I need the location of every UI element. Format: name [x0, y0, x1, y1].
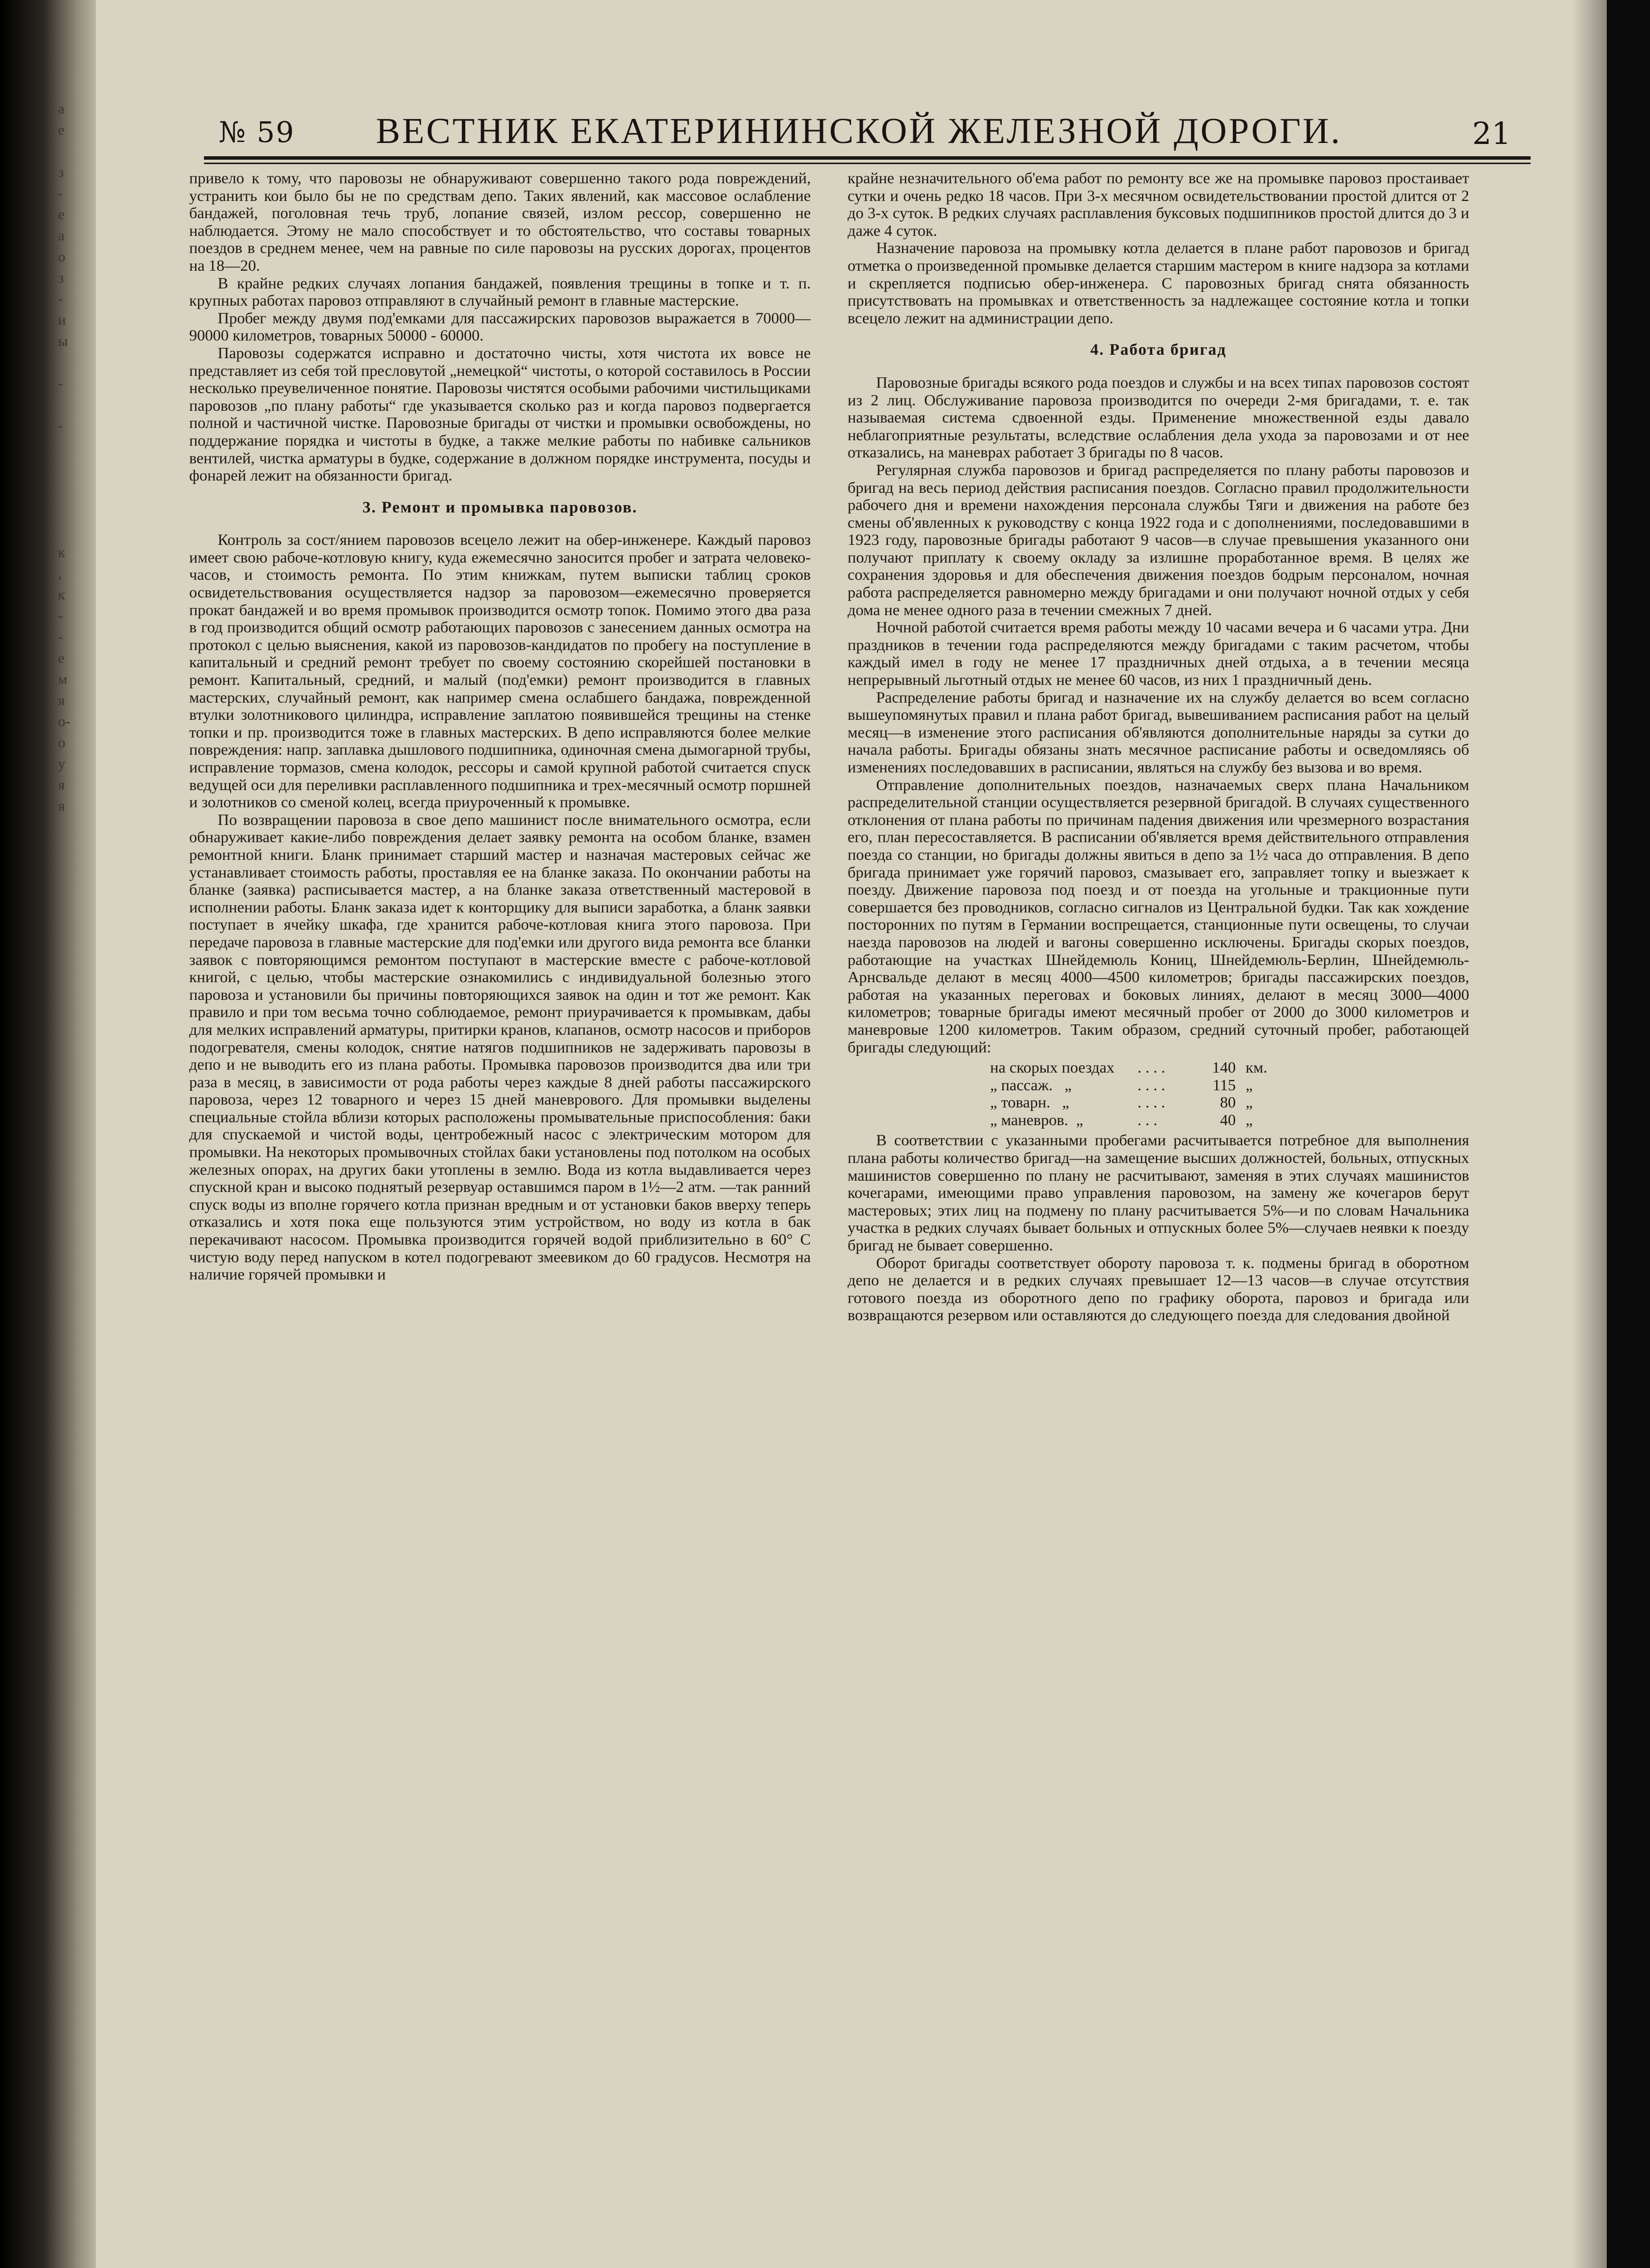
row-value: 40: [1220, 1110, 1236, 1129]
paragraph: Паровозные бригады всякого рода поездов и службы и на всех типах паровозов состоят из 2 лиц. Обслуживание паровоза производится по очереди 2-мя бригадами, т. е. так называемая система сдвоенной езды. Применение множественной езды давало неблагоприятные результаты, вследствие ослабления дела ухода за паровозами и от нее отказались, на маневрах работает 3 бригады по 8 часов.: [848, 373, 1469, 461]
newspaper-page: [96, 0, 1607, 2268]
paragraph: Регулярная служба паровозов и бригад распределяется по плану работы паровозов и бригад на весь период действия расписания поездов. Согласно правил продолжительности рабочего дня и времени нахождения персонала службы Тяги и движения на работе без смены об'явленных к руководству с конца 1922 года и с дополнениями, последовавшими в 1923 году, паровозные бригады работают 9 часов—в случае превышения указанного они получают приплату к своему окладу за излишне проработанное время. В целях же сохранения здоровья и для обеспечения движения поездов бодрым персоналом, ночная работа распределяется равномерно между бригадами и они получают ночной отдых у себя дома не менее одного раза в течении смежных 7 дней.: [848, 460, 1469, 619]
paragraph: В соответствии с указанными пробегами расчитывается потребное для выполнения плана работы количество бригад—на замещение высших должностей, больных, отпускных машинистов совершенно по плану не расчитывают, заменяя в этих случаях машинистов кочегарами, имеющими право управления паровозом, на замену же кочегаров берут мастеровых; этих лиц на подмену по плану расчитывается 5%—и по словам Начальника участка в редких случаях бывает больных и отпускных более 5%—случаев неявки к поезду бригад не бывает совершенно.: [848, 1131, 1469, 1254]
leader-dots: . . . .: [1138, 1076, 1166, 1094]
paragraph: Распределение работы бригад и назначение их на службу делается во всем согласно вышеупомянутых правил и плана работ бригад, вывешиванием расписания работ на целый месяц—в изменение этого расписания об'являются дополнительные наряды за сутки до начала работы. Бригады обязаны знать месячное расписание работы и осведомляясь об изменениях последовавших в расписании, являться на службу без вызова и во время.: [848, 688, 1469, 776]
row-label: на скорых поездах: [990, 1058, 1115, 1077]
table-row: [990, 1111, 1469, 1129]
leader-dots: . . .: [1138, 1110, 1158, 1129]
row-label: „ товарн. „: [990, 1093, 1069, 1111]
table-row: [990, 1077, 1469, 1094]
page-header: [219, 111, 1531, 155]
leader-dots: . . . .: [1138, 1058, 1166, 1077]
paragraph: Пробег между двумя под'емками для пассажирских паровозов выражается в 70000—90000 километров, товарных 50000 - 60000.: [189, 309, 811, 344]
paragraph: Назначение паровоза на промывку котла делается в плане работ паровозов и бригад отметка о произведенной промывке делается старшим мастером в книге надзора за котлами и скрепляется подписью обер-инженера. С паровозных бригад снята обязанность присутствовать на промывках и ответственность за надлежащее состояние котла и топки всецело лежит на администрации депо.: [848, 239, 1469, 327]
paragraph: крайне незначительного об'ема работ по ремонту все же на промывке паровоз простаивает сутки и очень редко 18 часов. При 3-х месячном освидетельствовании простой длится от 2 до 3-х суток. В редких случаях расплавления буксовых подшипников простой длится до 3 и даже 4 суток.: [848, 170, 1469, 239]
newspaper-title: ВЕСТНИК ЕКАТЕРИНИНСКОЙ ЖЕЛЕЗНОЙ ДОРОГИ.: [376, 111, 1342, 151]
paragraph: Ночной работой считается время работы между 10 часами вечера и 6 часами утра. Дни праздников в течении года распределяются между бригадами с таким расчетом, чтобы каждый имел в году не менее 17 праздничных дней отдыха, а в течении месяца непрерывный льготный отдых не менее 60 часов, из них 1 праздничный день.: [848, 618, 1469, 689]
section-heading-repair: 3. Ремонт и промывка паровозов.: [362, 498, 638, 516]
section-heading-brigades: 4. Работа бригад: [1090, 341, 1227, 359]
row-unit: км.: [1246, 1058, 1268, 1077]
right-column: [848, 170, 1469, 2233]
table-row: [990, 1094, 1469, 1111]
leader-dots: . . . .: [1138, 1093, 1166, 1111]
row-value: 80: [1220, 1093, 1236, 1111]
paragraph: Оборот бригады соответствует обороту паровоза т. к. подмены бригад в оборотном депо не делается и в редких случаях превышает 12—13 часов—в случае отсутствия готового поезда из оборотного депо по графику оборота, паровоз и бригада или возвращаются резервом или оставляются до следующего поезда для следования двойной: [848, 1253, 1469, 1324]
paragraph: привело к тому, что паровозы не обнаруживают совершенно такого рода повреждений, устранить кои было бы не по средствам депо. Таких явлений, как массовое ослабление бандажей, поголовная течь труб, лопание связей, излом рессор, совершенно не наблюдается. Этому не мало способствует и то обстоятельство, что составы товарных поездов в среднем менее, чем на равные по силе паровозы на русских дорогах, процентов на 18—20.: [189, 170, 811, 274]
adjacent-page-text: а е з - е а о з - и ы - - к , к - - е м я о- о у я я: [58, 101, 70, 814]
row-unit: „: [1246, 1076, 1253, 1094]
paragraph: В крайне редких случаях лопания бандажей, появления трещины в топке и т. п. крупных работах паровоз отправляют в случайный ремонт в главные мастерские.: [189, 274, 811, 310]
daily-mileage-table: [990, 1059, 1469, 1129]
row-label: „ пассаж. „: [990, 1076, 1072, 1094]
header-rule-thick: [204, 156, 1531, 160]
page-number: 21: [1472, 115, 1511, 151]
adjacent-page-edge: [0, 0, 96, 2268]
paragraph: Контроль за сост/янием паровозов всецело лежит на обер-инженере. Каждый паровоз имеет свою рабоче-котловую книгу, куда ежемесячно заносится пробег и затрата человеко-часов, и стоимость ремонта. По этим книжкам, путем выписки таблиц сроков освидетельствования осуществляется надзор за паровозом—ежемесячно проверяется прокат бандажей и во время промывок производится осмотр топок. Помимо этого два раза в год производится общий осмотр работающих паровозов с занесением данных осмотра на протокол с целью выяснения, какой из паровозов-кандидатов по пробегу на поступление в капитальный и средний ремонт требует по своему состоянию скорейшей постановки в ремонт. Капитальный, средний, и малый (под'емки) ремонт производится в главных мастерских, случайный ремонт, как например смена ослабшего бандажа, поврежденной втулки золотникового цилиндра, исправление заплатою появившейся трещины на стенке топки и пр. производится тоже в главных мастерских. В депо исправляются более мелкие повреждения: напр. заплавка дышлового подшипника, одиночная смена дымогарной трубы, исправление тормазов, смена колодок, рессоры и самой крупной работой считается спуск ведущей оси для переливки расплавленного подшипника и трех-месячный осмотр поршней и золотников со сменой колец, всегда приуроченный к промывке.: [189, 531, 811, 811]
row-label: „ маневров. „: [990, 1110, 1083, 1129]
row-value: 140: [1212, 1058, 1236, 1077]
row-unit: „: [1246, 1110, 1253, 1129]
table-row: [990, 1059, 1469, 1077]
paragraph: Отправление дополнительных поездов, назначаемых сверх плана Начальником распределительной станции осуществляется резервной бригадой. В случаях существенного отклонения от плана работы по причинам падения движения или чрезмерного возрастания его, план пересоставляется. В расписании об'является время действительного отправления поезда со станции, но бригады должны явиться в депо за 1½ часа до отправления. В депо бригада принимает уже горячий паровоз, смазывает его, заправляет топку и выезжает к поезду. Движение паровоза под поезд и от поезда на угольные и тракционные пути совершается без проводников, согласно сигналов из Центральной будки. Так как хождение посторонних по путям в Германии воспрещается, станционные пути освещены, то случаи наезда паровозов на людей и вагоны совершенно исключены. Бригады скорых поездов, работающие на участках Шнейдемюль Кониц, Шнейдемюль-Берлин, Шнейдемюль-Арнсвальде делают в месяц 4000—4500 километров; бригады пассажирских поездов, работая на указанных переговах и боковых линиях, делают в месяц 3000—4000 километров; товарные бригады имеют месячный пробег от 2000 до 3000 километров и маневровые 1200 километров. Таким образом, средний суточный пробег, работающей бригады следующий:: [848, 775, 1469, 1056]
paragraph: По возвращении паровоза в свое депо машинист после внимательного осмотра, если обнаруживает какие-либо повреждения делает заявку ремонта на особом бланке, взамен ремонтной книги. Бланк принимает старший мастер и назначая мастеровых сейчас же устанавливает стоимость работы, проставляя ее на бланке заказа. По окончании работы на бланке (заявка) расписывается мастер, а на бланке заказа ответственный мастеровой в исполнении работы. Бланк заказа идет к конторщику для выписи заработка, а бланк заявки поступает в ячейку шкафа, где хранится рабоче-котловая книга этого паровоза. При передаче паровоза в главные мастерские для под'емки или другого вида ремонта все бланки заявок с повторяющимся ремонтом поступают в мастерские вместе с рабоче-котловой книгой, с целью, чтобы мастерские ознакомились с индивидуальной болезнью этого паровоза и установили бы причины повторяющихся заявок на один и тот же ремонт. Как правило и при том весьма точно соблюдаемое, ремонт приурачивается к промывкам, дабы для мелких исправлений арматуры, притирки кранов, клапанов, осмотр насосов и приборов подогревателя, смены колодок, снятие натягов подшипников не задерживать паровозы в депо и не выводить его из плана работы. Промывка паровозов производится два или три раза в месяц, в зависимости от рода работы через каждые 8 дней работы пассажирского паровоза, через 12 товарного и через 15 дней маневрового. Для промывки выделены специальные стойла вблизи которых расположены промывательные приспособления: баки для спускаемой и чистой воды, центробежный насос с электрическим мотором для промывки. На некоторых промывочных стойлах баки установлены под потолком на особых железных опорах, на других баки утоплены в землю. Вода из котла выдавливается через спускной кран и высоко поднятый резервуар оставшимся паром в 1½—2 атм. —так ранний спуск воды из вполне горячего котла признан вредным и от установки баков вверху теперь отказались и хотя пока еще пользуются этим устройством, но воду из котла в бак перекачивают насосом. Промывка производится горячей водой приблизительно в 60° С чистую воду перед напуском в котел подогревают змеевиком до 60 градусов. Несмотря на наличие горячей промывки и: [189, 810, 811, 1283]
row-unit: „: [1246, 1093, 1253, 1111]
paragraph: Паровозы содержатся исправно и достаточно чисты, хотя чистота их вовсе не представляет из себя той пресловутой „немецкой“ чистоты, о которой составилось в России несколько преувеличенное понятие. Паровозы чистятся особыми рабочими чистильщиками паровозов „по плану работы“ где указывается сколько раз и когда паровоз подвергается полной и частичной чистке. Паровозные бригады от чистки и промывки освобождены, но поддержание порядка и чистоты в будке, а также мелкие работы по набивке сальников вентилей, чистка арматуры в будке, содержание в должном порядке инструмента, посуды и фонарей лежит на обязанности бригад.: [189, 343, 811, 484]
left-column: [189, 170, 811, 2233]
row-value: 115: [1212, 1076, 1236, 1094]
issue-number: № 59: [219, 115, 295, 149]
header-rule-thin: [204, 163, 1531, 164]
